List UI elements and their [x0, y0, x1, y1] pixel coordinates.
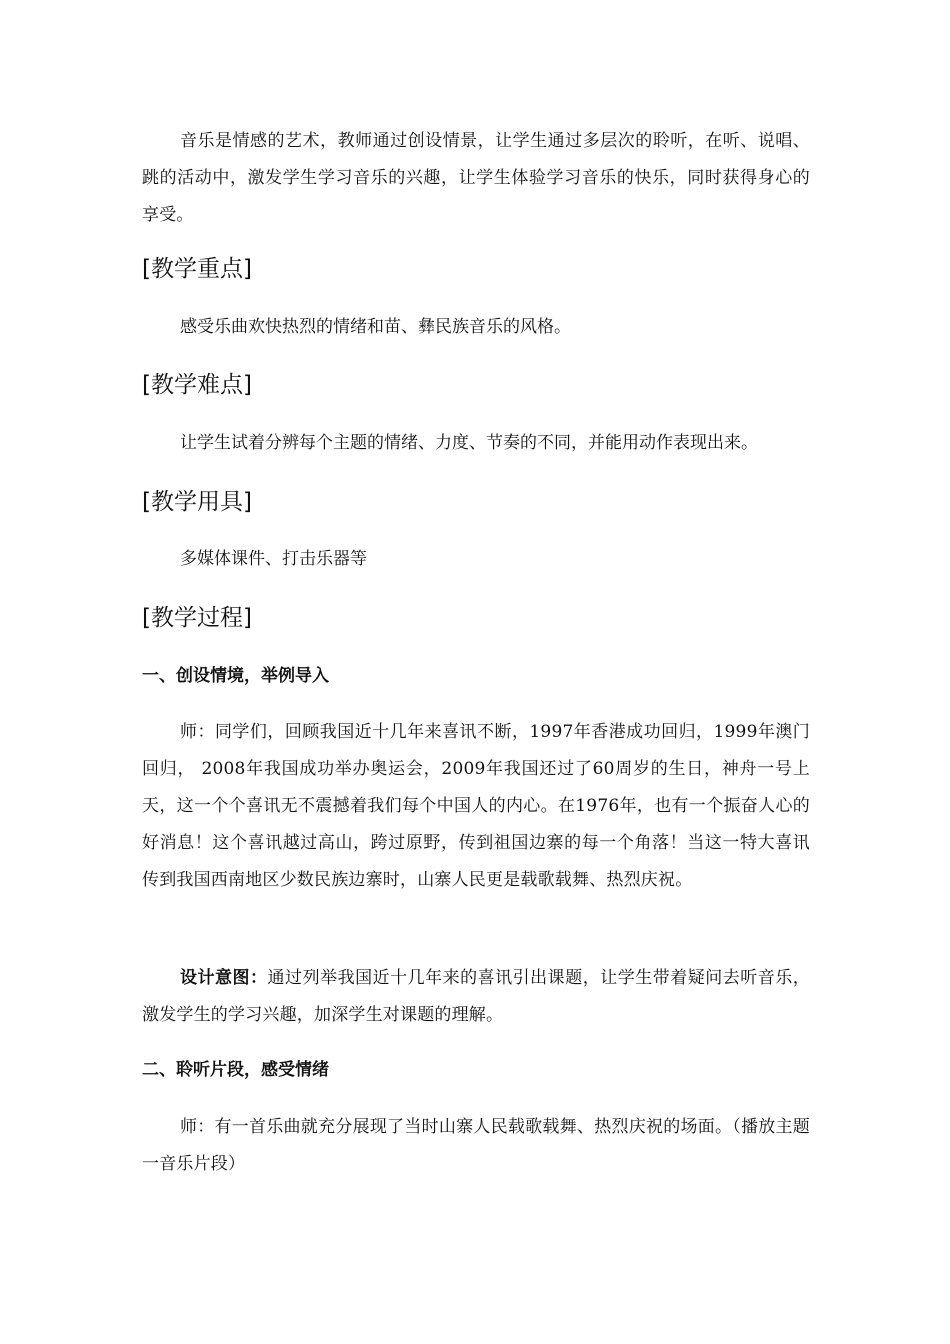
tools-text: 多媒体课件、打击乐器等 — [180, 549, 367, 569]
intro-paragraph: 音乐是情感的艺术，教师通过创设情景，让学生通过多层次的聆听，在听、说唱、跳的活动中，激发学生学习音乐的兴趣，让学生体验学习音乐的快乐，同时获得身心的享受。 — [142, 131, 810, 225]
section1-design-paragraph — [142, 960, 810, 1034]
section1-title: 一、创设情境，举例导入 — [142, 666, 329, 686]
section1-teacher-paragraph: 师：同学们，回顾我国近十几年来喜讯不断，1997年香港成功回归，1999年澳门回归， 2008年我国成功举办奥运会，2009年我国还过了60周岁的生日，神舟一号上天，这一个个喜讯无不震撼着我们每个中国人的内心。在1976年，也有一个振奋人心的好消息！这个喜讯越过高山，跨过原野，传到祖国边寨的每一个角落！当这一特大喜讯传到我国西南地区少数民族边寨时，山寨人民更是载歌载舞、热烈庆祝。 — [142, 722, 810, 890]
key-points-text: 感受乐曲欢快热烈的情绪和苗、彝民族音乐的风格。 — [180, 317, 571, 337]
difficulties-text: 让学生试着分辨每个主题的情绪、力度、节奏的不同，并能用动作表现出来。 — [180, 433, 758, 453]
tools-heading: [教学用具] — [142, 489, 252, 515]
design-intent-text: 通过列举我国近十几年来的喜讯引出课题，让学生带着疑问去听音乐，激发学生的学习兴趣，加深学生对课题的理解。 — [142, 968, 810, 1025]
design-intent-label: 设计意图： — [180, 968, 268, 988]
process-heading: [教学过程] — [142, 605, 252, 631]
section2-teacher-paragraph: 师：有一首乐曲就充分展现了当时山寨人民载歌载舞、热烈庆祝的场面。（播放主题一音乐片段） — [142, 1117, 810, 1174]
section2-title: 二、聆听片段，感受情绪 — [142, 1060, 329, 1080]
difficulties-heading: [教学难点] — [142, 372, 252, 398]
key-points-heading: [教学重点] — [142, 256, 252, 282]
